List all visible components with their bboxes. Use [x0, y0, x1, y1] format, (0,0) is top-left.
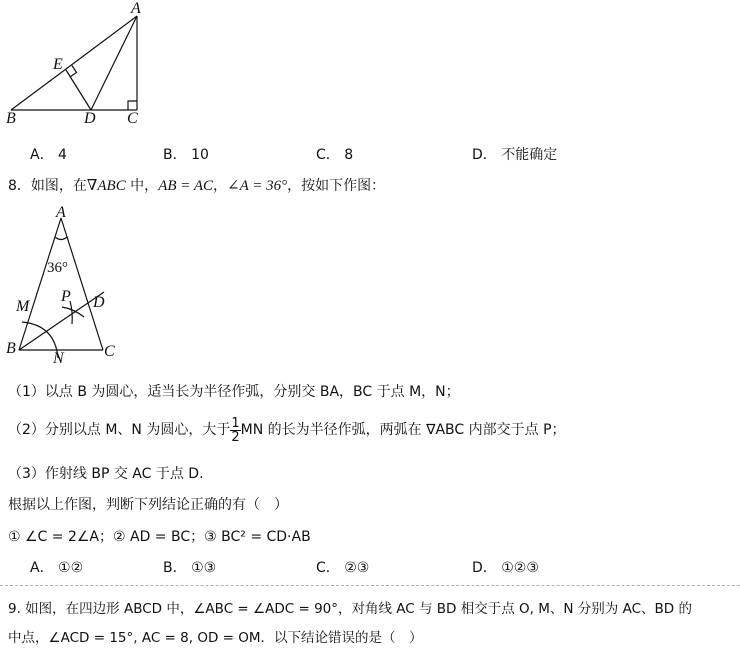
option-value: ①②③ — [501, 560, 539, 576]
option-letter: A． — [30, 147, 54, 163]
q8-stem-suffix: ，按如下作图： — [287, 178, 386, 194]
q8-step-2-a: （2）分别以点 M、N 为圆心，大于 — [8, 422, 231, 438]
fig2-label-D: D — [93, 294, 105, 311]
option-value: 4 — [58, 147, 67, 163]
q8-conclusions: ① ∠C = 2∠A；② AD = BC；③ BC² = CD⋅AB — [8, 529, 311, 545]
q8-condition-1: AB = AC — [158, 178, 214, 194]
q7-option-a[interactable] — [30, 144, 67, 164]
label-B: B — [6, 110, 16, 127]
q8-stem-prefix: 如图，在 — [30, 178, 87, 194]
fig2-label-angle: 36° — [47, 260, 68, 276]
fig2-label-P: P — [61, 288, 71, 305]
q7-option-d[interactable] — [472, 144, 557, 164]
label-D: D — [84, 110, 96, 127]
label-A: A — [131, 0, 141, 17]
fig2-label-C: C — [104, 343, 115, 360]
q8-triangle: ∇ABC — [86, 178, 126, 194]
option-letter: C． — [316, 560, 340, 576]
option-letter: B． — [163, 560, 187, 576]
fig2-label-M: M — [16, 298, 30, 315]
option-letter: C． — [316, 147, 340, 163]
q8-stem-mid: 中， — [125, 178, 159, 194]
q8-separator: ， — [213, 178, 228, 194]
q7-option-c[interactable] — [316, 144, 353, 164]
q8-step-1: （1）以点 B 为圆心，适当长为半径作弧，分别交 BA，BC 于点 M，N； — [8, 384, 460, 400]
q8-option-d[interactable] — [472, 557, 539, 577]
option-value: 8 — [344, 147, 354, 163]
segment-AC — [61, 218, 103, 350]
q8-number: 8． — [8, 178, 31, 194]
arc-36-degree — [55, 237, 67, 240]
q8-option-c[interactable] — [316, 557, 369, 577]
fig2-label-A: A — [56, 204, 66, 221]
q9-line-1: 9. 如图，在四边形 ABCD 中，∠ABC = ∠ADC = 90°，对角线 AC 与 BD 相交于点 O, M、N 分别为 AC、BD 的 — [8, 601, 692, 617]
segment-AB — [19, 218, 61, 350]
option-value: ①③ — [191, 560, 217, 576]
right-angle-mark-C — [128, 101, 137, 110]
option-value: ②③ — [344, 560, 370, 576]
option-letter: D． — [472, 147, 497, 163]
option-letter: A． — [30, 560, 54, 576]
segment-ED — [66, 70, 91, 110]
segment-AB — [11, 16, 137, 110]
label-E: E — [53, 56, 63, 73]
q8-option-a[interactable] — [30, 557, 83, 577]
option-value: 不能确定 — [501, 147, 558, 163]
q8-condition-2: ∠A = 36° — [227, 178, 288, 194]
q8-question: 根据以上作图，判断下列结论正确的有（ ） — [8, 497, 288, 513]
q8-step-2 — [8, 413, 566, 447]
q8-step-3: （3）作射线 BP 交 AC 于点 D. — [8, 466, 204, 482]
option-letter: D． — [472, 560, 497, 576]
q8-step-2-b: MN 的长为半径作弧，两弧在 ∇ABC 内部交于点 P； — [240, 422, 566, 438]
option-value: 10 — [191, 147, 209, 163]
right-angle-mark-E — [70, 66, 77, 78]
q7-option-b[interactable] — [163, 144, 209, 164]
fraction-denominator: 2 — [231, 429, 240, 445]
q8-stem — [8, 175, 385, 195]
label-C: C — [127, 110, 138, 127]
segment-AD — [91, 16, 137, 110]
fraction-one-half — [230, 417, 240, 444]
q9-line-2: 中点，∠ACD = 15°, AC = 8, OD = OM．以下结论错误的是（ ） — [8, 630, 423, 646]
fig2-label-B: B — [6, 340, 16, 357]
q8-option-b[interactable] — [163, 557, 216, 577]
fraction-numerator: 1 — [231, 415, 240, 431]
option-letter: B． — [163, 147, 187, 163]
page-break-divider — [0, 585, 740, 586]
fig2-label-N: N — [53, 350, 64, 367]
option-value: ①② — [58, 560, 84, 576]
